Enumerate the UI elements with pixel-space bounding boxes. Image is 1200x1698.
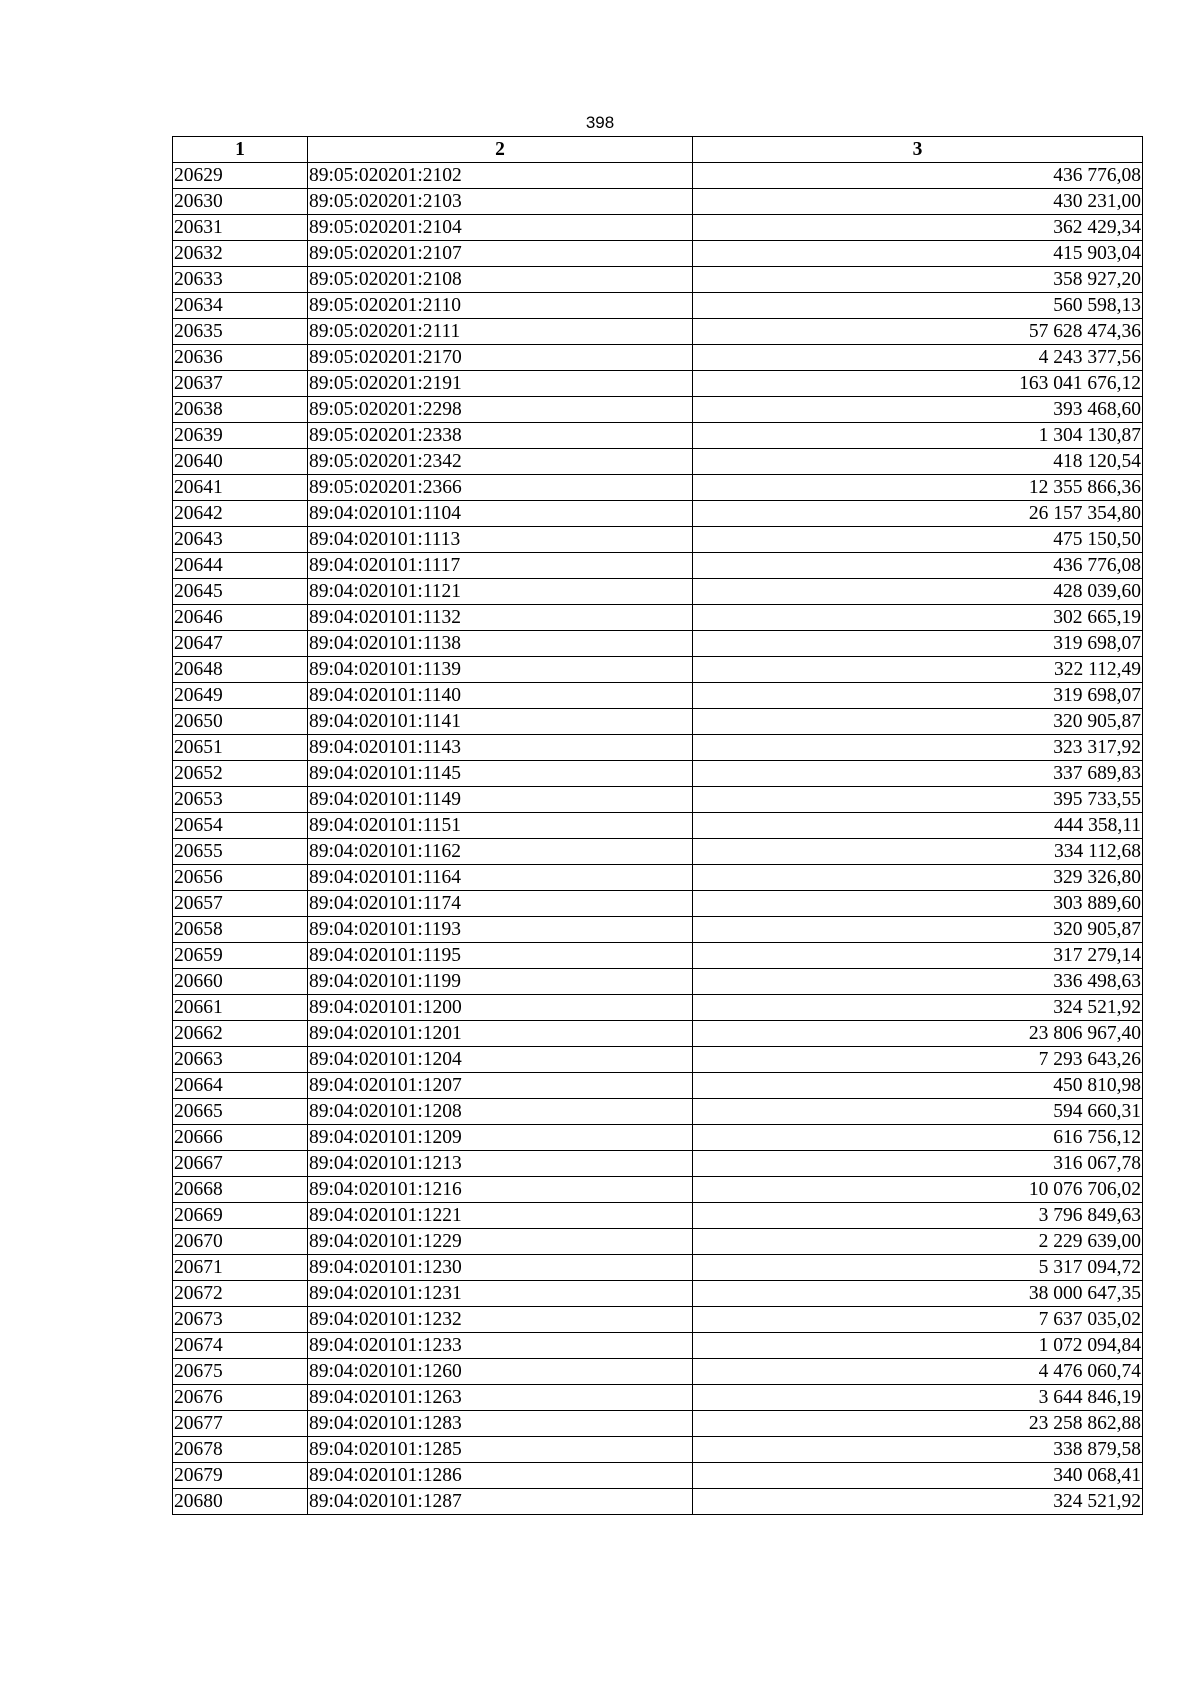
row-number-cell: 20676	[173, 1385, 308, 1411]
table-row	[173, 1047, 1143, 1073]
cadastral-value-cell: 163 041 676,12	[693, 371, 1143, 397]
column-header-1: 1	[173, 137, 308, 163]
table-row	[173, 371, 1143, 397]
cadastral-number-cell: 89:04:020101:1199	[308, 969, 693, 995]
table-row	[173, 683, 1143, 709]
row-number-cell: 20639	[173, 423, 308, 449]
table-row	[173, 995, 1143, 1021]
cadastral-number-cell: 89:04:020101:1232	[308, 1307, 693, 1333]
table-row	[173, 527, 1143, 553]
cadastral-value-cell: 338 879,58	[693, 1437, 1143, 1463]
cadastral-value-cell: 334 112,68	[693, 839, 1143, 865]
cadastral-value-cell: 395 733,55	[693, 787, 1143, 813]
row-number-cell: 20652	[173, 761, 308, 787]
cadastral-value-cell: 415 903,04	[693, 241, 1143, 267]
row-number-cell: 20670	[173, 1229, 308, 1255]
cadastral-number-cell: 89:04:020101:1216	[308, 1177, 693, 1203]
cadastral-number-cell: 89:05:020201:2298	[308, 397, 693, 423]
cadastral-number-cell: 89:04:020101:1260	[308, 1359, 693, 1385]
cadastral-number-cell: 89:04:020101:1231	[308, 1281, 693, 1307]
cadastral-number-cell: 89:04:020101:1149	[308, 787, 693, 813]
cadastral-number-cell: 89:05:020201:2107	[308, 241, 693, 267]
row-number-cell: 20645	[173, 579, 308, 605]
cadastral-value-cell: 324 521,92	[693, 1489, 1143, 1515]
cadastral-value-cell: 317 279,14	[693, 943, 1143, 969]
table-row	[173, 1359, 1143, 1385]
cadastral-value-cell: 362 429,34	[693, 215, 1143, 241]
cadastral-value-cell: 428 039,60	[693, 579, 1143, 605]
row-number-cell: 20641	[173, 475, 308, 501]
cadastral-number-cell: 89:05:020201:2338	[308, 423, 693, 449]
cadastral-number-cell: 89:04:020101:1208	[308, 1099, 693, 1125]
cadastral-value-cell: 3 796 849,63	[693, 1203, 1143, 1229]
cadastral-value-cell: 475 150,50	[693, 527, 1143, 553]
cadastral-value-cell: 2 229 639,00	[693, 1229, 1143, 1255]
table-row	[173, 215, 1143, 241]
cadastral-value-cell: 303 889,60	[693, 891, 1143, 917]
cadastral-value-cell: 322 112,49	[693, 657, 1143, 683]
cadastral-value-cell: 319 698,07	[693, 683, 1143, 709]
cadastral-number-cell: 89:04:020101:1141	[308, 709, 693, 735]
cadastral-number-cell: 89:05:020201:2102	[308, 163, 693, 189]
cadastral-value-cell: 319 698,07	[693, 631, 1143, 657]
cadastral-value-cell: 57 628 474,36	[693, 319, 1143, 345]
table-row	[173, 189, 1143, 215]
table-row	[173, 1255, 1143, 1281]
row-number-cell: 20631	[173, 215, 308, 241]
row-number-cell: 20667	[173, 1151, 308, 1177]
table-row	[173, 241, 1143, 267]
cadastral-value-cell: 12 355 866,36	[693, 475, 1143, 501]
row-number-cell: 20660	[173, 969, 308, 995]
row-number-cell: 20678	[173, 1437, 308, 1463]
row-number-cell: 20633	[173, 267, 308, 293]
table-header	[173, 137, 1143, 163]
row-number-cell: 20655	[173, 839, 308, 865]
cadastral-value-cell: 594 660,31	[693, 1099, 1143, 1125]
row-number-cell: 20648	[173, 657, 308, 683]
cadastral-value-cell: 444 358,11	[693, 813, 1143, 839]
cadastral-number-cell: 89:04:020101:1140	[308, 683, 693, 709]
cadastral-number-cell: 89:04:020101:1204	[308, 1047, 693, 1073]
cadastral-number-cell: 89:04:020101:1164	[308, 865, 693, 891]
cadastral-value-cell: 7 637 035,02	[693, 1307, 1143, 1333]
cadastral-value-cell: 7 293 643,26	[693, 1047, 1143, 1073]
cadastral-number-cell: 89:04:020101:1201	[308, 1021, 693, 1047]
cadastral-value-cell: 323 317,92	[693, 735, 1143, 761]
table-row	[173, 397, 1143, 423]
table-row	[173, 1125, 1143, 1151]
row-number-cell: 20637	[173, 371, 308, 397]
row-number-cell: 20636	[173, 345, 308, 371]
cadastral-value-table	[172, 136, 1143, 1515]
row-number-cell: 20629	[173, 163, 308, 189]
table-row	[173, 553, 1143, 579]
page-number: 398	[585, 113, 615, 132]
cadastral-value-cell: 358 927,20	[693, 267, 1143, 293]
table-row	[173, 787, 1143, 813]
table-row	[173, 579, 1143, 605]
row-number-cell: 20651	[173, 735, 308, 761]
cadastral-number-cell: 89:04:020101:1139	[308, 657, 693, 683]
table-row	[173, 319, 1143, 345]
cadastral-value-cell: 10 076 706,02	[693, 1177, 1143, 1203]
row-number-cell: 20659	[173, 943, 308, 969]
row-number-cell: 20680	[173, 1489, 308, 1515]
row-number-cell: 20658	[173, 917, 308, 943]
cadastral-value-cell: 1 072 094,84	[693, 1333, 1143, 1359]
cadastral-number-cell: 89:04:020101:1151	[308, 813, 693, 839]
table-row	[173, 293, 1143, 319]
table-row	[173, 1489, 1143, 1515]
table-row	[173, 449, 1143, 475]
cadastral-number-cell: 89:04:020101:1143	[308, 735, 693, 761]
cadastral-number-cell: 89:04:020101:1230	[308, 1255, 693, 1281]
cadastral-number-cell: 89:04:020101:1121	[308, 579, 693, 605]
table-row	[173, 1463, 1143, 1489]
row-number-cell: 20643	[173, 527, 308, 553]
cadastral-number-cell: 89:04:020101:1209	[308, 1125, 693, 1151]
table-row	[173, 917, 1143, 943]
row-number-cell: 20638	[173, 397, 308, 423]
row-number-cell: 20647	[173, 631, 308, 657]
table-row	[173, 1437, 1143, 1463]
cadastral-number-cell: 89:04:020101:1117	[308, 553, 693, 579]
cadastral-number-cell: 89:04:020101:1229	[308, 1229, 693, 1255]
table-row	[173, 943, 1143, 969]
table-row	[173, 267, 1143, 293]
table-row	[173, 1073, 1143, 1099]
table-row	[173, 1281, 1143, 1307]
cadastral-value-cell: 393 468,60	[693, 397, 1143, 423]
cadastral-value-cell: 337 689,83	[693, 761, 1143, 787]
row-number-cell: 20677	[173, 1411, 308, 1437]
table-row	[173, 1411, 1143, 1437]
cadastral-value-cell: 4 476 060,74	[693, 1359, 1143, 1385]
cadastral-value-cell: 5 317 094,72	[693, 1255, 1143, 1281]
cadastral-number-cell: 89:04:020101:1263	[308, 1385, 693, 1411]
cadastral-value-cell: 436 776,08	[693, 553, 1143, 579]
table-row	[173, 813, 1143, 839]
row-number-cell: 20634	[173, 293, 308, 319]
cadastral-value-cell: 418 120,54	[693, 449, 1143, 475]
cadastral-value-cell: 320 905,87	[693, 709, 1143, 735]
table-row	[173, 735, 1143, 761]
row-number-cell: 20661	[173, 995, 308, 1021]
cadastral-number-cell: 89:04:020101:1285	[308, 1437, 693, 1463]
table-row	[173, 345, 1143, 371]
cadastral-number-cell: 89:04:020101:1132	[308, 605, 693, 631]
table-row	[173, 657, 1143, 683]
cadastral-value-cell: 320 905,87	[693, 917, 1143, 943]
table-body	[173, 163, 1143, 1515]
cadastral-number-cell: 89:04:020101:1145	[308, 761, 693, 787]
header-row	[173, 137, 1143, 163]
row-number-cell: 20642	[173, 501, 308, 527]
table-row	[173, 865, 1143, 891]
table-row	[173, 163, 1143, 189]
table-row	[173, 501, 1143, 527]
cadastral-number-cell: 89:05:020201:2111	[308, 319, 693, 345]
cadastral-value-cell: 329 326,80	[693, 865, 1143, 891]
cadastral-value-cell: 316 067,78	[693, 1151, 1143, 1177]
row-number-cell: 20630	[173, 189, 308, 215]
column-header-2: 2	[308, 137, 693, 163]
cadastral-number-cell: 89:05:020201:2191	[308, 371, 693, 397]
table-row	[173, 969, 1143, 995]
table-row	[173, 1203, 1143, 1229]
cadastral-number-cell: 89:04:020101:1104	[308, 501, 693, 527]
cadastral-number-cell: 89:04:020101:1193	[308, 917, 693, 943]
cadastral-value-cell: 38 000 647,35	[693, 1281, 1143, 1307]
row-number-cell: 20649	[173, 683, 308, 709]
row-number-cell: 20656	[173, 865, 308, 891]
table-row	[173, 761, 1143, 787]
row-number-cell: 20669	[173, 1203, 308, 1229]
row-number-cell: 20668	[173, 1177, 308, 1203]
cadastral-value-cell: 26 157 354,80	[693, 501, 1143, 527]
row-number-cell: 20663	[173, 1047, 308, 1073]
cadastral-number-cell: 89:04:020101:1113	[308, 527, 693, 553]
row-number-cell: 20666	[173, 1125, 308, 1151]
cadastral-number-cell: 89:04:020101:1213	[308, 1151, 693, 1177]
cadastral-number-cell: 89:05:020201:2108	[308, 267, 693, 293]
table-row	[173, 1385, 1143, 1411]
cadastral-value-cell: 616 756,12	[693, 1125, 1143, 1151]
table-row	[173, 1099, 1143, 1125]
cadastral-number-cell: 89:05:020201:2104	[308, 215, 693, 241]
cadastral-number-cell: 89:05:020201:2342	[308, 449, 693, 475]
cadastral-number-cell: 89:04:020101:1287	[308, 1489, 693, 1515]
cadastral-value-cell: 436 776,08	[693, 163, 1143, 189]
cadastral-value-cell: 430 231,00	[693, 189, 1143, 215]
cadastral-value-cell: 4 243 377,56	[693, 345, 1143, 371]
row-number-cell: 20654	[173, 813, 308, 839]
column-header-3: 3	[693, 137, 1143, 163]
cadastral-number-cell: 89:04:020101:1138	[308, 631, 693, 657]
table-row	[173, 605, 1143, 631]
table-row	[173, 839, 1143, 865]
cadastral-number-cell: 89:04:020101:1200	[308, 995, 693, 1021]
cadastral-value-cell: 450 810,98	[693, 1073, 1143, 1099]
cadastral-value-cell: 302 665,19	[693, 605, 1143, 631]
table-row	[173, 423, 1143, 449]
table-row	[173, 1229, 1143, 1255]
cadastral-value-cell: 336 498,63	[693, 969, 1143, 995]
row-number-cell: 20632	[173, 241, 308, 267]
table-row	[173, 1333, 1143, 1359]
cadastral-number-cell: 89:04:020101:1233	[308, 1333, 693, 1359]
row-number-cell: 20650	[173, 709, 308, 735]
table-row	[173, 475, 1143, 501]
cadastral-number-cell: 89:05:020201:2170	[308, 345, 693, 371]
cadastral-number-cell: 89:04:020101:1162	[308, 839, 693, 865]
cadastral-value-cell: 23 258 862,88	[693, 1411, 1143, 1437]
table-row	[173, 631, 1143, 657]
cadastral-value-cell: 560 598,13	[693, 293, 1143, 319]
row-number-cell: 20665	[173, 1099, 308, 1125]
cadastral-number-cell: 89:05:020201:2110	[308, 293, 693, 319]
cadastral-number-cell: 89:04:020101:1286	[308, 1463, 693, 1489]
row-number-cell: 20662	[173, 1021, 308, 1047]
cadastral-number-cell: 89:04:020101:1207	[308, 1073, 693, 1099]
row-number-cell: 20675	[173, 1359, 308, 1385]
table-row	[173, 1021, 1143, 1047]
cadastral-number-cell: 89:04:020101:1221	[308, 1203, 693, 1229]
row-number-cell: 20672	[173, 1281, 308, 1307]
row-number-cell: 20657	[173, 891, 308, 917]
row-number-cell: 20644	[173, 553, 308, 579]
cadastral-value-cell: 1 304 130,87	[693, 423, 1143, 449]
row-number-cell: 20653	[173, 787, 308, 813]
cadastral-value-cell: 324 521,92	[693, 995, 1143, 1021]
cadastral-number-cell: 89:04:020101:1195	[308, 943, 693, 969]
cadastral-number-cell: 89:05:020201:2103	[308, 189, 693, 215]
cadastral-value-cell: 3 644 846,19	[693, 1385, 1143, 1411]
table-row	[173, 709, 1143, 735]
cadastral-number-cell: 89:04:020101:1283	[308, 1411, 693, 1437]
cadastral-value-cell: 23 806 967,40	[693, 1021, 1143, 1047]
cadastral-number-cell: 89:05:020201:2366	[308, 475, 693, 501]
table-row	[173, 1307, 1143, 1333]
row-number-cell: 20679	[173, 1463, 308, 1489]
row-number-cell: 20674	[173, 1333, 308, 1359]
row-number-cell: 20673	[173, 1307, 308, 1333]
row-number-cell: 20646	[173, 605, 308, 631]
row-number-cell: 20671	[173, 1255, 308, 1281]
row-number-cell: 20640	[173, 449, 308, 475]
table-row	[173, 891, 1143, 917]
row-number-cell: 20635	[173, 319, 308, 345]
table-row	[173, 1177, 1143, 1203]
cadastral-number-cell: 89:04:020101:1174	[308, 891, 693, 917]
table-row	[173, 1151, 1143, 1177]
cadastral-value-cell: 340 068,41	[693, 1463, 1143, 1489]
row-number-cell: 20664	[173, 1073, 308, 1099]
